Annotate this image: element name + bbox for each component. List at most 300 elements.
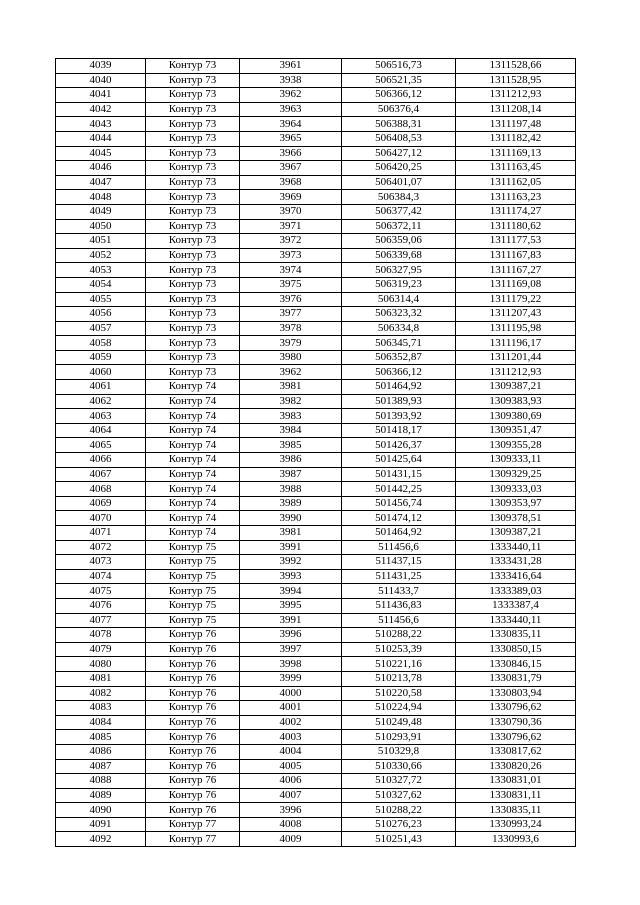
row-number-cell: 4089 [56, 788, 146, 803]
coord-y-cell: 1330817,62 [456, 744, 576, 759]
point-number-cell: 3985 [240, 438, 342, 453]
row-number-cell: 4044 [56, 131, 146, 146]
table-row [56, 234, 576, 249]
coord-y-cell: 1330831,11 [456, 788, 576, 803]
coord-y-cell: 1330993,24 [456, 817, 576, 832]
row-number-cell: 4042 [56, 102, 146, 117]
coord-y-cell: 1309353,97 [456, 496, 576, 511]
contour-name-cell: Контур 74 [146, 394, 240, 409]
coord-y-cell: 1333389,03 [456, 584, 576, 599]
contour-name-cell: Контур 76 [146, 744, 240, 759]
contour-name-cell: Контур 73 [146, 263, 240, 278]
point-number-cell: 3991 [240, 613, 342, 628]
coord-y-cell: 1333387,4 [456, 598, 576, 613]
table-row [56, 146, 576, 161]
contour-name-cell: Контур 73 [146, 190, 240, 205]
table-row [56, 307, 576, 322]
coord-y-cell: 1311177,53 [456, 234, 576, 249]
coord-y-cell: 1333440,11 [456, 613, 576, 628]
row-number-cell: 4075 [56, 584, 146, 599]
coord-x-cell: 501418,17 [342, 423, 456, 438]
row-number-cell: 4071 [56, 526, 146, 541]
point-number-cell: 3976 [240, 292, 342, 307]
table-row [56, 555, 576, 570]
row-number-cell: 4085 [56, 730, 146, 745]
coord-x-cell: 506327,95 [342, 263, 456, 278]
contour-name-cell: Контур 74 [146, 438, 240, 453]
coord-y-cell: 1330831,01 [456, 774, 576, 789]
row-number-cell: 4052 [56, 248, 146, 263]
coord-y-cell: 1330835,11 [456, 803, 576, 818]
coord-x-cell: 501456,74 [342, 496, 456, 511]
coord-y-cell: 1330831,79 [456, 671, 576, 686]
coord-x-cell: 506319,23 [342, 277, 456, 292]
point-number-cell: 3972 [240, 234, 342, 249]
coord-x-cell: 511437,15 [342, 555, 456, 570]
row-number-cell: 4056 [56, 307, 146, 322]
coord-x-cell: 501442,25 [342, 482, 456, 497]
contour-name-cell: Контур 76 [146, 774, 240, 789]
row-number-cell: 4080 [56, 657, 146, 672]
coord-y-cell: 1311179,22 [456, 292, 576, 307]
coord-x-cell: 506366,12 [342, 365, 456, 380]
contour-name-cell: Контур 73 [146, 307, 240, 322]
point-number-cell: 3979 [240, 336, 342, 351]
row-number-cell: 4045 [56, 146, 146, 161]
table-row [56, 832, 576, 847]
coord-y-cell: 1311195,98 [456, 321, 576, 336]
table-row [56, 131, 576, 146]
point-number-cell: 4008 [240, 817, 342, 832]
contour-name-cell: Контур 74 [146, 496, 240, 511]
table-row [56, 759, 576, 774]
row-number-cell: 4073 [56, 555, 146, 570]
table-row [56, 744, 576, 759]
row-number-cell: 4060 [56, 365, 146, 380]
point-number-cell: 3993 [240, 569, 342, 584]
table-row [56, 59, 576, 74]
coord-y-cell: 1309333,03 [456, 482, 576, 497]
coord-x-cell: 506388,31 [342, 117, 456, 132]
contour-name-cell: Контур 74 [146, 409, 240, 424]
coord-y-cell: 1333440,11 [456, 540, 576, 555]
point-number-cell: 3968 [240, 175, 342, 190]
table-row [56, 336, 576, 351]
contour-name-cell: Контур 77 [146, 817, 240, 832]
table-row [56, 496, 576, 511]
contour-name-cell: Контур 73 [146, 277, 240, 292]
contour-name-cell: Контур 75 [146, 598, 240, 613]
row-number-cell: 4039 [56, 59, 146, 74]
coord-x-cell: 511456,6 [342, 540, 456, 555]
contour-name-cell: Контур 76 [146, 715, 240, 730]
table-row [56, 423, 576, 438]
point-number-cell: 4006 [240, 774, 342, 789]
contour-name-cell: Контур 73 [146, 292, 240, 307]
contour-name-cell: Контур 75 [146, 613, 240, 628]
coord-y-cell: 1311196,17 [456, 336, 576, 351]
contour-name-cell: Контур 73 [146, 365, 240, 380]
point-number-cell: 3990 [240, 511, 342, 526]
table-row [56, 102, 576, 117]
point-number-cell: 3964 [240, 117, 342, 132]
coord-x-cell: 510213,78 [342, 671, 456, 686]
coord-y-cell: 1311212,93 [456, 88, 576, 103]
contour-name-cell: Контур 73 [146, 321, 240, 336]
coord-x-cell: 501464,92 [342, 526, 456, 541]
coord-x-cell: 510221,16 [342, 657, 456, 672]
coord-x-cell: 506352,87 [342, 350, 456, 365]
coord-y-cell: 1330796,62 [456, 701, 576, 716]
coord-y-cell: 1309387,21 [456, 380, 576, 395]
point-number-cell: 3996 [240, 628, 342, 643]
table-row [56, 482, 576, 497]
row-number-cell: 4090 [56, 803, 146, 818]
coord-y-cell: 1311207,43 [456, 307, 576, 322]
row-number-cell: 4063 [56, 409, 146, 424]
row-number-cell: 4041 [56, 88, 146, 103]
table-row [56, 540, 576, 555]
table-row [56, 657, 576, 672]
contour-name-cell: Контур 74 [146, 482, 240, 497]
row-number-cell: 4081 [56, 671, 146, 686]
coord-y-cell: 1311528,95 [456, 73, 576, 88]
row-number-cell: 4049 [56, 204, 146, 219]
coord-y-cell: 1330790,36 [456, 715, 576, 730]
coord-x-cell: 501425,64 [342, 453, 456, 468]
coord-x-cell: 501426,37 [342, 438, 456, 453]
row-number-cell: 4091 [56, 817, 146, 832]
table-row [56, 263, 576, 278]
table-row [56, 204, 576, 219]
coord-y-cell: 1330820,26 [456, 759, 576, 774]
contour-name-cell: Контур 76 [146, 701, 240, 716]
coord-x-cell: 506372,11 [342, 219, 456, 234]
coord-x-cell: 506420,25 [342, 161, 456, 176]
contour-name-cell: Контур 75 [146, 555, 240, 570]
table-row [56, 73, 576, 88]
table-row [56, 88, 576, 103]
coord-y-cell: 1330850,15 [456, 642, 576, 657]
table-row [56, 613, 576, 628]
contour-name-cell: Контур 73 [146, 59, 240, 74]
point-number-cell: 3974 [240, 263, 342, 278]
coord-x-cell: 511436,83 [342, 598, 456, 613]
coord-y-cell: 1330835,11 [456, 628, 576, 643]
contour-name-cell: Контур 73 [146, 131, 240, 146]
table-row [56, 628, 576, 643]
point-number-cell: 3961 [240, 59, 342, 74]
coord-x-cell: 506427,12 [342, 146, 456, 161]
row-number-cell: 4068 [56, 482, 146, 497]
row-number-cell: 4087 [56, 759, 146, 774]
coord-y-cell: 1311528,66 [456, 59, 576, 74]
table-row [56, 774, 576, 789]
coord-x-cell: 510276,23 [342, 817, 456, 832]
contour-name-cell: Контур 76 [146, 671, 240, 686]
table-row [56, 715, 576, 730]
coord-x-cell: 510288,22 [342, 803, 456, 818]
contour-name-cell: Контур 73 [146, 161, 240, 176]
table-row [56, 686, 576, 701]
contour-name-cell: Контур 76 [146, 642, 240, 657]
point-number-cell: 3994 [240, 584, 342, 599]
point-number-cell: 4005 [240, 759, 342, 774]
table-row [56, 438, 576, 453]
contour-name-cell: Контур 76 [146, 730, 240, 745]
row-number-cell: 4092 [56, 832, 146, 847]
table-row [56, 175, 576, 190]
point-number-cell: 3980 [240, 350, 342, 365]
point-number-cell: 3962 [240, 88, 342, 103]
row-number-cell: 4054 [56, 277, 146, 292]
row-number-cell: 4079 [56, 642, 146, 657]
row-number-cell: 4077 [56, 613, 146, 628]
point-number-cell: 4002 [240, 715, 342, 730]
point-number-cell: 3967 [240, 161, 342, 176]
coord-x-cell: 511431,25 [342, 569, 456, 584]
table-row [56, 453, 576, 468]
coord-y-cell: 1311182,42 [456, 131, 576, 146]
row-number-cell: 4086 [56, 744, 146, 759]
coord-x-cell: 510330,66 [342, 759, 456, 774]
contour-name-cell: Контур 76 [146, 803, 240, 818]
row-number-cell: 4051 [56, 234, 146, 249]
coordinates-table-body [56, 59, 576, 847]
row-number-cell: 4050 [56, 219, 146, 234]
point-number-cell: 4000 [240, 686, 342, 701]
contour-name-cell: Контур 75 [146, 540, 240, 555]
coord-y-cell: 1311180,62 [456, 219, 576, 234]
coord-x-cell: 510327,62 [342, 788, 456, 803]
row-number-cell: 4074 [56, 569, 146, 584]
point-number-cell: 3975 [240, 277, 342, 292]
row-number-cell: 4055 [56, 292, 146, 307]
coord-x-cell: 510288,22 [342, 628, 456, 643]
coordinates-table [55, 58, 576, 847]
point-number-cell: 3986 [240, 453, 342, 468]
contour-name-cell: Контур 74 [146, 526, 240, 541]
contour-name-cell: Контур 74 [146, 380, 240, 395]
point-number-cell: 3963 [240, 102, 342, 117]
coord-y-cell: 1309329,25 [456, 467, 576, 482]
coord-y-cell: 1311162,05 [456, 175, 576, 190]
contour-name-cell: Контур 73 [146, 88, 240, 103]
table-row [56, 817, 576, 832]
coord-y-cell: 1309387,21 [456, 526, 576, 541]
coord-x-cell: 506384,3 [342, 190, 456, 205]
table-row [56, 219, 576, 234]
row-number-cell: 4058 [56, 336, 146, 351]
point-number-cell: 3969 [240, 190, 342, 205]
point-number-cell: 4009 [240, 832, 342, 847]
contour-name-cell: Контур 73 [146, 248, 240, 263]
point-number-cell: 3984 [240, 423, 342, 438]
point-number-cell: 3998 [240, 657, 342, 672]
point-number-cell: 3988 [240, 482, 342, 497]
table-row [56, 380, 576, 395]
point-number-cell: 3971 [240, 219, 342, 234]
row-number-cell: 4084 [56, 715, 146, 730]
contour-name-cell: Контур 73 [146, 73, 240, 88]
coord-y-cell: 1311169,13 [456, 146, 576, 161]
point-number-cell: 4001 [240, 701, 342, 716]
table-row [56, 788, 576, 803]
contour-name-cell: Контур 74 [146, 453, 240, 468]
contour-name-cell: Контур 73 [146, 219, 240, 234]
table-row [56, 701, 576, 716]
row-number-cell: 4083 [56, 701, 146, 716]
coord-x-cell: 501393,92 [342, 409, 456, 424]
contour-name-cell: Контур 73 [146, 175, 240, 190]
row-number-cell: 4078 [56, 628, 146, 643]
contour-name-cell: Контур 76 [146, 628, 240, 643]
coord-x-cell: 506401,07 [342, 175, 456, 190]
coord-x-cell: 501389,93 [342, 394, 456, 409]
coord-x-cell: 510251,43 [342, 832, 456, 847]
row-number-cell: 4088 [56, 774, 146, 789]
point-number-cell: 3999 [240, 671, 342, 686]
coord-x-cell: 506408,53 [342, 131, 456, 146]
contour-name-cell: Контур 73 [146, 117, 240, 132]
table-row [56, 569, 576, 584]
point-number-cell: 3981 [240, 380, 342, 395]
contour-name-cell: Контур 76 [146, 686, 240, 701]
row-number-cell: 4048 [56, 190, 146, 205]
contour-name-cell: Контур 76 [146, 788, 240, 803]
table-row [56, 671, 576, 686]
contour-name-cell: Контур 74 [146, 511, 240, 526]
table-row [56, 467, 576, 482]
table-row [56, 584, 576, 599]
point-number-cell: 3997 [240, 642, 342, 657]
contour-name-cell: Контур 73 [146, 350, 240, 365]
coord-y-cell: 1311208,14 [456, 102, 576, 117]
table-row [56, 117, 576, 132]
coord-x-cell: 506345,71 [342, 336, 456, 351]
table-row [56, 321, 576, 336]
coord-x-cell: 510327,72 [342, 774, 456, 789]
contour-name-cell: Контур 73 [146, 102, 240, 117]
coord-y-cell: 1311201,44 [456, 350, 576, 365]
table-row [56, 409, 576, 424]
coord-x-cell: 510224,94 [342, 701, 456, 716]
coord-y-cell: 1311212,93 [456, 365, 576, 380]
coord-x-cell: 501431,15 [342, 467, 456, 482]
coord-y-cell: 1309378,51 [456, 511, 576, 526]
coord-y-cell: 1333431,28 [456, 555, 576, 570]
table-row [56, 511, 576, 526]
table-row [56, 161, 576, 176]
contour-name-cell: Контур 73 [146, 234, 240, 249]
coord-y-cell: 1311169,08 [456, 277, 576, 292]
coord-x-cell: 510220,58 [342, 686, 456, 701]
row-number-cell: 4057 [56, 321, 146, 336]
point-number-cell: 3983 [240, 409, 342, 424]
row-number-cell: 4053 [56, 263, 146, 278]
contour-name-cell: Контур 74 [146, 423, 240, 438]
point-number-cell: 3996 [240, 803, 342, 818]
point-number-cell: 4003 [240, 730, 342, 745]
coord-y-cell: 1330796,62 [456, 730, 576, 745]
coord-x-cell: 510249,48 [342, 715, 456, 730]
row-number-cell: 4082 [56, 686, 146, 701]
table-row [56, 642, 576, 657]
coord-x-cell: 506359,06 [342, 234, 456, 249]
coord-x-cell: 506521,35 [342, 73, 456, 88]
coord-x-cell: 506314,4 [342, 292, 456, 307]
row-number-cell: 4072 [56, 540, 146, 555]
coord-y-cell: 1330846,15 [456, 657, 576, 672]
row-number-cell: 4065 [56, 438, 146, 453]
point-number-cell: 3977 [240, 307, 342, 322]
row-number-cell: 4059 [56, 350, 146, 365]
contour-name-cell: Контур 76 [146, 657, 240, 672]
coord-x-cell: 506366,12 [342, 88, 456, 103]
coord-x-cell: 506323,32 [342, 307, 456, 322]
point-number-cell: 3995 [240, 598, 342, 613]
coord-y-cell: 1311163,45 [456, 161, 576, 176]
coord-y-cell: 1309383,93 [456, 394, 576, 409]
row-number-cell: 4064 [56, 423, 146, 438]
table-row [56, 248, 576, 263]
table-row [56, 292, 576, 307]
contour-name-cell: Контур 75 [146, 569, 240, 584]
row-number-cell: 4046 [56, 161, 146, 176]
coord-y-cell: 1330993,6 [456, 832, 576, 847]
contour-name-cell: Контур 73 [146, 204, 240, 219]
coord-y-cell: 1330803,94 [456, 686, 576, 701]
coord-x-cell: 506376,4 [342, 102, 456, 117]
coord-y-cell: 1309355,28 [456, 438, 576, 453]
point-number-cell: 3981 [240, 526, 342, 541]
point-number-cell: 3962 [240, 365, 342, 380]
coord-y-cell: 1311167,83 [456, 248, 576, 263]
point-number-cell: 3987 [240, 467, 342, 482]
coord-y-cell: 1311163,23 [456, 190, 576, 205]
contour-name-cell: Контур 77 [146, 832, 240, 847]
coord-x-cell: 511456,6 [342, 613, 456, 628]
point-number-cell: 3989 [240, 496, 342, 511]
coord-x-cell: 510329,8 [342, 744, 456, 759]
table-row [56, 190, 576, 205]
coord-y-cell: 1311167,27 [456, 263, 576, 278]
coord-x-cell: 510293,91 [342, 730, 456, 745]
row-number-cell: 4040 [56, 73, 146, 88]
row-number-cell: 4076 [56, 598, 146, 613]
contour-name-cell: Контур 73 [146, 336, 240, 351]
table-row [56, 365, 576, 380]
coord-x-cell: 501474,12 [342, 511, 456, 526]
row-number-cell: 4069 [56, 496, 146, 511]
point-number-cell: 3965 [240, 131, 342, 146]
contour-name-cell: Контур 73 [146, 146, 240, 161]
coord-x-cell: 506339,68 [342, 248, 456, 263]
row-number-cell: 4066 [56, 453, 146, 468]
coord-y-cell: 1309351,47 [456, 423, 576, 438]
table-row [56, 526, 576, 541]
coord-y-cell: 1309380,69 [456, 409, 576, 424]
row-number-cell: 4043 [56, 117, 146, 132]
point-number-cell: 3973 [240, 248, 342, 263]
coord-x-cell: 511433,7 [342, 584, 456, 599]
point-number-cell: 4007 [240, 788, 342, 803]
point-number-cell: 3982 [240, 394, 342, 409]
row-number-cell: 4047 [56, 175, 146, 190]
row-number-cell: 4062 [56, 394, 146, 409]
row-number-cell: 4067 [56, 467, 146, 482]
point-number-cell: 3992 [240, 555, 342, 570]
